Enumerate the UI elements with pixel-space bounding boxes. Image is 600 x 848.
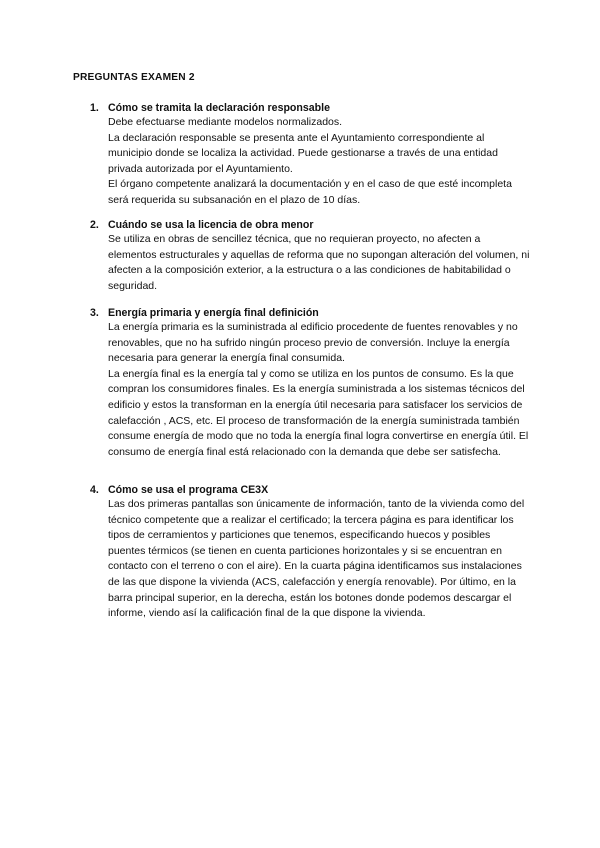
question-heading (90, 101, 530, 115)
answer-paragraph: La declaración responsable se presenta ante el Ayuntamiento correspondiente al municipio donde se localiza la actividad. Puede gestionarse a través de una entidad privada autorizada por el Ayuntamiento. (108, 131, 498, 175)
question-heading (90, 218, 530, 232)
question-title: Cómo se usa el programa CE3X (108, 484, 269, 496)
question-answer (108, 115, 530, 209)
question-number: 1. (90, 102, 99, 114)
question-number: 4. (90, 484, 99, 496)
question-heading (90, 483, 530, 497)
question-1 (90, 101, 530, 209)
question-4 (90, 483, 530, 622)
answer-paragraph: Se utiliza en obras de sencillez técnica, que no requieran proyecto, no afecten a elementos estructurales y aquellas de reforma que no supongan alteración del volumen, ni afecten a la composición exterior, a la estructura o a las condiciones de habitabilidad o seguridad. (108, 233, 530, 292)
question-answer (108, 232, 530, 294)
question-answer (108, 320, 530, 460)
question-title: Energía primaria y energía final definición (108, 307, 319, 319)
answer-paragraph: Debe efectuarse mediante modelos normalizados. (108, 116, 343, 128)
question-title: Cuándo se usa la licencia de obra menor (108, 219, 314, 231)
question-3 (90, 306, 530, 460)
answer-paragraph: El órgano competente analizará la documentación y en el caso de que esté incompleta será requerida su subsanación en el plazo de 10 días. (108, 178, 512, 206)
answer-paragraph: Las dos primeras pantallas son únicamente de información, tanto de la vivienda como del técnico competente que a realizar el certificado; la tercera página es para identificar los tipos de cerramientos y particiones que tenemos, especificando huecos y posibles puentes térmicos (se tienen en cuenta particiones horizontales y si se encuentran en contacto con el terreno o con el aire). En la cuarta página identificamos sus instalaciones de las que dispone la vivienda (ACS, calefacción y energía renovable). Por último, en la barra principal superior, en la derecha, están los botones donde podemos descargar el informe, viendo así la calificación final de la que dispone la vivienda. (108, 498, 525, 620)
answer-paragraph: La energía primaria es la suministrada al edificio procedente de fuentes renovables y no renovables, que no ha sufrido ningún proceso previo de conversión. Incluye la energía necesaria para generar la energía final consumida. (108, 321, 518, 365)
question-number: 2. (90, 219, 99, 231)
document-title: PREGUNTAS EXAMEN 2 (73, 72, 195, 83)
question-number: 3. (90, 307, 99, 319)
question-title: Cómo se tramita la declaración responsable (108, 102, 330, 114)
answer-paragraph: La energía final es la energía tal y como se utiliza en los puntos de consumo. Es la que compran los consumidores finales. Es la energía suministrada a los sistemas técnicos del edificio y estos la transforman en la energía útil necesaria para satisfacer los servicios de calefacción , ACS, etc. El proceso de transformación de la energía suministrada también consume energía de modo que no toda la energía final logra convertirse en energía útil. El consumo de energía final está relacionado con la demanda que debe ser satisfecha. (108, 367, 529, 458)
question-answer (108, 497, 530, 622)
question-heading (90, 306, 530, 320)
question-2 (90, 218, 530, 294)
